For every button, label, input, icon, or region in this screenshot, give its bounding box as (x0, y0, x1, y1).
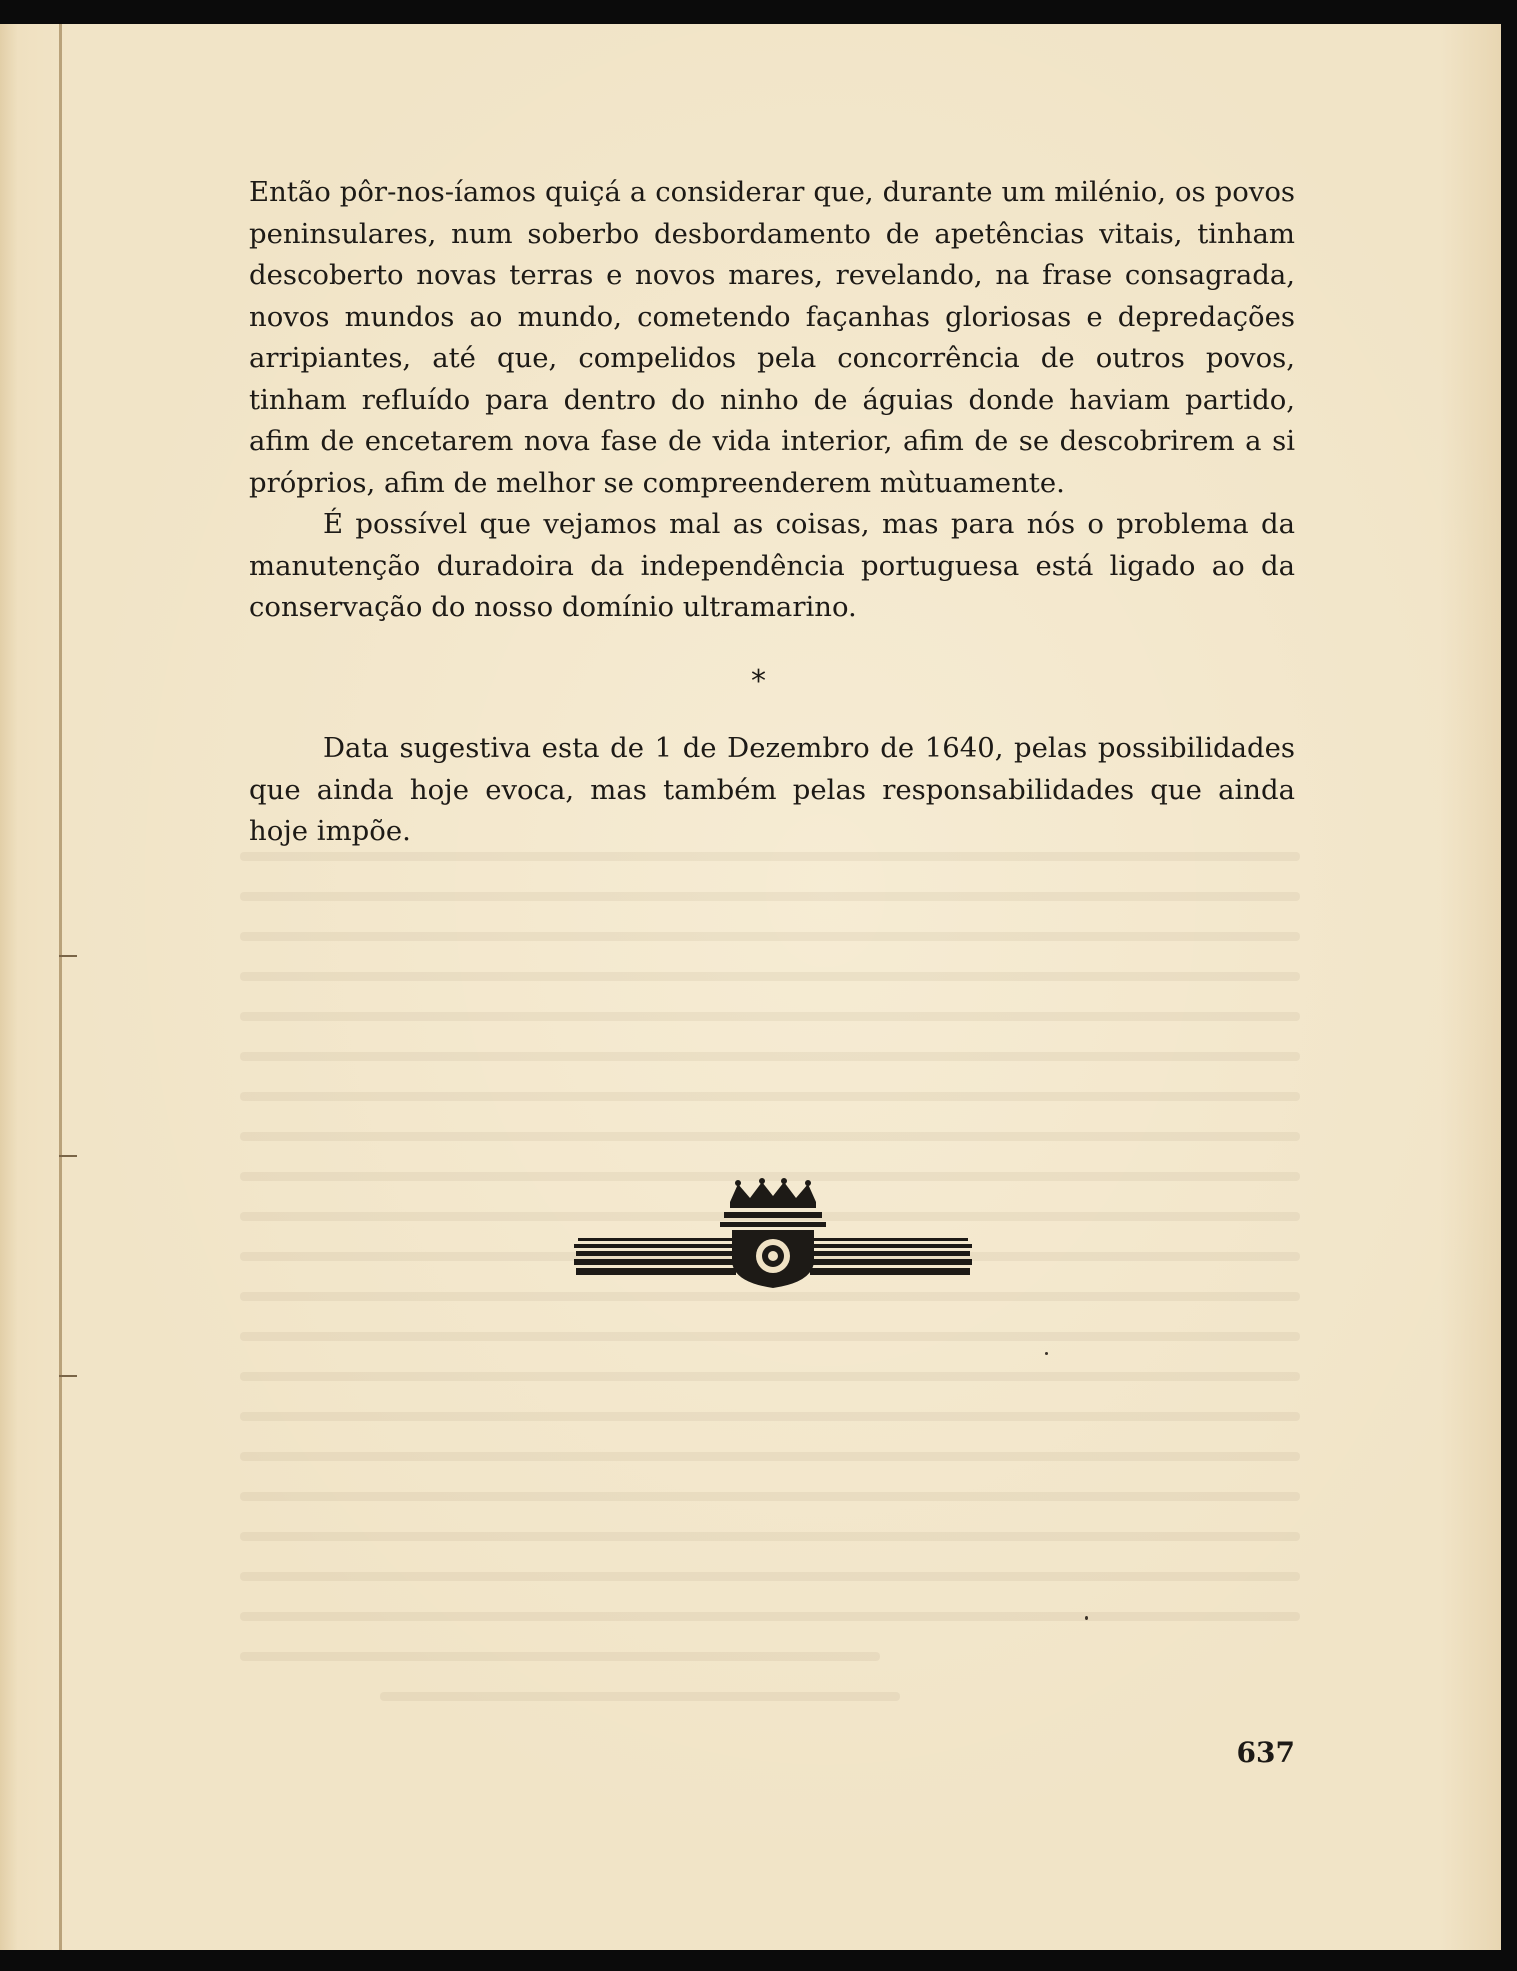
show-through (240, 932, 1300, 941)
show-through (240, 1092, 1300, 1101)
show-through (240, 1292, 1300, 1301)
show-through (240, 852, 1300, 861)
section-break-asterisk: * (751, 664, 766, 699)
show-through (240, 1372, 1300, 1381)
show-through (240, 1052, 1300, 1061)
show-through (240, 1132, 1300, 1141)
show-through (240, 1652, 880, 1661)
show-through (240, 1012, 1300, 1021)
spine-mark (59, 1155, 77, 1157)
show-through (240, 1612, 1300, 1621)
closing-paragraph: Data sugestiva esta de 1 de Dezembro de 1640, pelas possibilidades que ainda hoje evoca, mas também pelas responsabilidades que ainda hoje impõe. (249, 732, 1295, 847)
show-through (240, 892, 1300, 901)
show-through (240, 1412, 1300, 1421)
show-through (240, 1532, 1300, 1541)
show-through (240, 972, 1300, 981)
show-through (240, 1572, 1300, 1581)
paper-speck (1085, 1616, 1088, 1620)
paragraph: É possível que vejamos mal as coisas, mas para nós o problema da manutenção duradoira da independência portuguesa está ligado ao da conservação do nosso domínio ultramarino. (249, 508, 1295, 623)
show-through (240, 1492, 1300, 1501)
body-text (249, 172, 1295, 629)
page-number: 637 (1236, 1736, 1295, 1769)
show-through (380, 1692, 900, 1701)
paper-speck (1045, 1352, 1048, 1355)
spine-mark (59, 1375, 77, 1377)
crowned-shield-vignette-icon (574, 1178, 972, 1290)
show-through (240, 1452, 1300, 1461)
closing-text (249, 728, 1295, 853)
show-through (240, 1332, 1300, 1341)
spine-crease (59, 24, 62, 1950)
spine-mark (59, 955, 77, 957)
paragraph: Então pôr-nos-íamos quiçá a considerar que, durante um milénio, os povos peninsulares, num soberbo desbordamento de apetências vitais, tinham descoberto novas terras e novos mares, revelando, na frase consagrada, novos mundos ao mundo, cometendo façanhas gloriosas e depredações arripiantes, até que, compelidos pela concorrência de outros povos, tinham refluído para dentro do ninho de águias donde haviam partido, afim de encetarem nova fase de vida interior, afim de se descobrirem a si próprios, afim de melhor se compreenderem mùtuamente. (249, 176, 1295, 499)
